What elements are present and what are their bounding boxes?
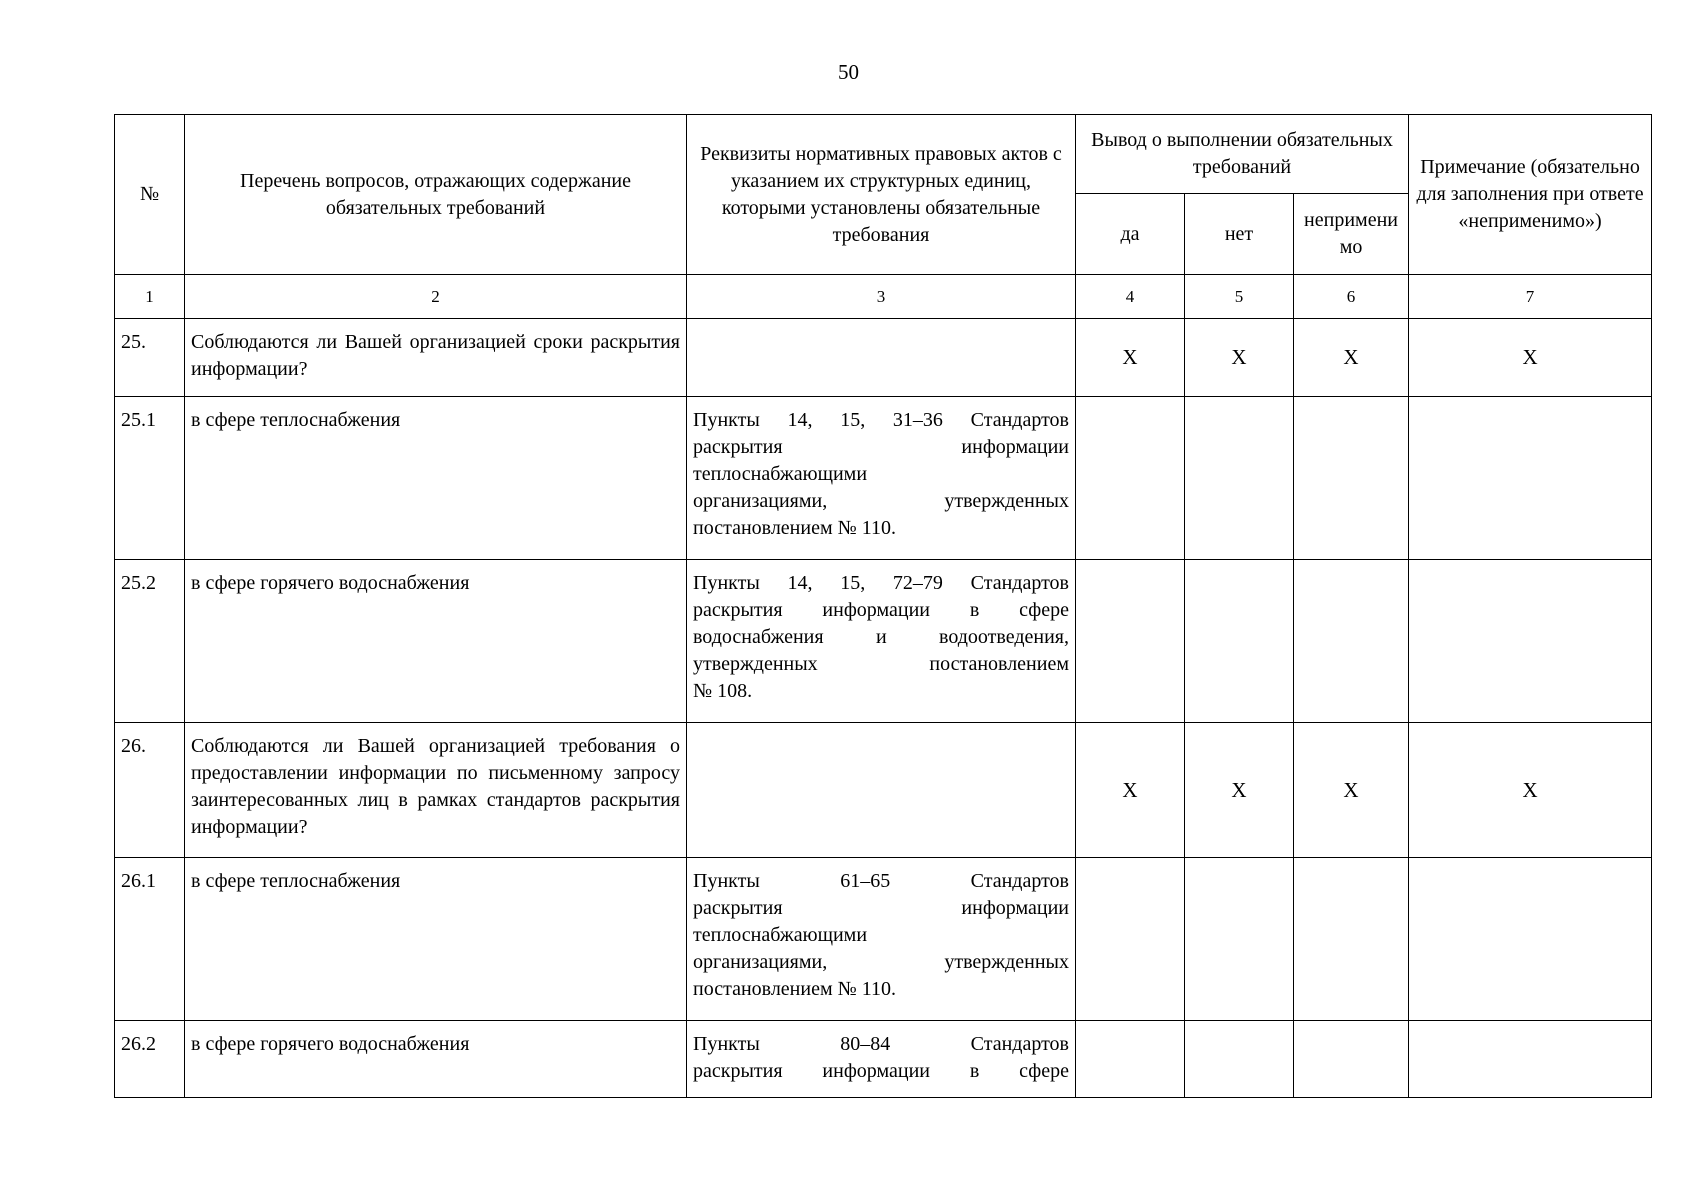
column-number: 6 xyxy=(1294,275,1409,319)
requirements-table xyxy=(114,114,1652,1098)
row-question: Соблюдаются ли Вашей организацией сроки раскрытия информации? xyxy=(185,319,687,397)
row-reference xyxy=(687,858,1076,1021)
reference-line: раскрытия информации xyxy=(693,897,1069,919)
cell-note xyxy=(1409,1021,1652,1098)
cell-yes xyxy=(1076,858,1185,1021)
reference-line: Пункты 61–65 Стандартов xyxy=(693,870,1069,892)
mark-no: X xyxy=(1185,723,1294,858)
cell-yes xyxy=(1076,1021,1185,1098)
mark-no: X xyxy=(1185,319,1294,397)
row-reference xyxy=(687,319,1076,397)
row-reference xyxy=(687,397,1076,560)
header-questions: Перечень вопросов, отражающих содержание обязательных требований xyxy=(185,115,687,275)
header-note: Примечание (обязательно для заполнения при ответе «неприменимо») xyxy=(1409,115,1652,275)
cell-not-applicable xyxy=(1294,397,1409,560)
reference-line: организациями, утвержденных xyxy=(693,951,1069,973)
reference-line: Пункты 14, 15, 31–36 Стандартов xyxy=(693,409,1069,431)
row-number: 25.1 xyxy=(115,397,185,560)
page-number: 50 xyxy=(838,60,859,84)
row-question: в сфере теплоснабжения xyxy=(185,397,687,560)
column-numbers-row xyxy=(115,275,1652,319)
reference-line: Пункты 80–84 Стандартов xyxy=(693,1033,1069,1055)
mark-note: X xyxy=(1409,723,1652,858)
table-row xyxy=(115,560,1652,723)
table-row xyxy=(115,858,1652,1021)
table-row xyxy=(115,397,1652,560)
table-row xyxy=(115,1021,1652,1098)
cell-yes xyxy=(1076,560,1185,723)
header-no: нет xyxy=(1185,194,1294,275)
reference-line: теплоснабжающими xyxy=(693,463,868,485)
cell-not-applicable xyxy=(1294,560,1409,723)
row-question: в сфере теплоснабжения xyxy=(185,858,687,1021)
header-conclusion: Вывод о выполнении обязательных требований xyxy=(1076,115,1409,194)
reference-line: № 108. xyxy=(693,680,753,702)
cell-note xyxy=(1409,858,1652,1021)
mark-not-applicable: X xyxy=(1294,723,1409,858)
cell-no xyxy=(1185,560,1294,723)
column-number: 1 xyxy=(115,275,185,319)
reference-line: Пункты 14, 15, 72–79 Стандартов xyxy=(693,572,1069,594)
cell-yes xyxy=(1076,397,1185,560)
cell-note xyxy=(1409,560,1652,723)
column-number: 5 xyxy=(1185,275,1294,319)
reference-line: организациями, утвержденных xyxy=(693,490,1069,512)
mark-yes: X xyxy=(1076,723,1185,858)
mark-yes: X xyxy=(1076,319,1185,397)
header-number: № xyxy=(115,115,185,275)
reference-line: раскрытия информации xyxy=(693,436,1069,458)
row-reference xyxy=(687,560,1076,723)
row-number: 26.2 xyxy=(115,1021,185,1098)
header-not-applicable: неприменимо xyxy=(1294,194,1409,275)
row-question: Соблюдаются ли Вашей организацией требования о предоставлении информации по письменному запросу заинтересованных лиц в рамках стандартов раскрытия информации? xyxy=(185,723,687,858)
column-number: 4 xyxy=(1076,275,1185,319)
cell-no xyxy=(1185,397,1294,560)
column-number: 3 xyxy=(687,275,1076,319)
table-row xyxy=(115,319,1652,397)
cell-no xyxy=(1185,1021,1294,1098)
reference-line: раскрытия информации в сфере xyxy=(693,599,1069,621)
reference-line: постановлением № 110. xyxy=(693,978,896,1000)
row-number: 26.1 xyxy=(115,858,185,1021)
reference-line: раскрытия информации в сфере xyxy=(693,1060,1069,1082)
reference-line: теплоснабжающими xyxy=(693,924,868,946)
row-reference xyxy=(687,723,1076,858)
reference-line: водоснабжения и водоотведения, xyxy=(693,626,1069,648)
row-number: 26. xyxy=(115,723,185,858)
cell-no xyxy=(1185,858,1294,1021)
column-number: 2 xyxy=(185,275,687,319)
cell-not-applicable xyxy=(1294,858,1409,1021)
cell-not-applicable xyxy=(1294,1021,1409,1098)
row-number: 25. xyxy=(115,319,185,397)
row-number: 25.2 xyxy=(115,560,185,723)
row-question: в сфере горячего водоснабжения xyxy=(185,560,687,723)
reference-line: постановлением № 110. xyxy=(693,517,896,539)
reference-line: утвержденных постановлением xyxy=(693,653,1069,675)
column-number: 7 xyxy=(1409,275,1652,319)
mark-not-applicable: X xyxy=(1294,319,1409,397)
mark-note: X xyxy=(1409,319,1652,397)
cell-note xyxy=(1409,397,1652,560)
table-row xyxy=(115,723,1652,858)
row-question: в сфере горячего водоснабжения xyxy=(185,1021,687,1098)
header-requisites: Реквизиты нормативных правовых актов с указанием их структурных единиц, которыми установлены обязательные требования xyxy=(687,115,1076,275)
header-yes: да xyxy=(1076,194,1185,275)
row-reference xyxy=(687,1021,1076,1098)
